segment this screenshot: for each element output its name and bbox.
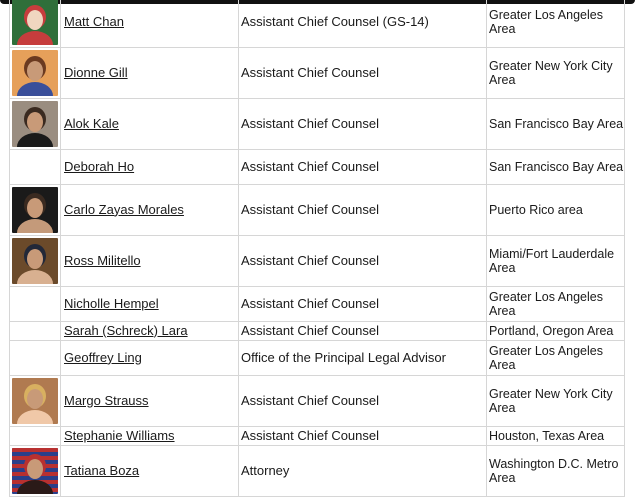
name-cell xyxy=(61,287,239,322)
photo-cell xyxy=(9,376,61,427)
job-title-cell: Assistant Chief Counsel xyxy=(239,322,487,341)
job-title-cell: Assistant Chief Counsel xyxy=(239,150,487,185)
person-name-link[interactable]: Nicholle Hempel xyxy=(64,295,159,311)
job-title-cell: Assistant Chief Counsel xyxy=(239,427,487,446)
person-name-link[interactable]: Matt Chan xyxy=(64,13,124,29)
job-title-cell: Assistant Chief Counsel xyxy=(239,376,487,427)
person-name-link[interactable]: Dionne Gill xyxy=(64,64,128,80)
location-cell: San Francisco Bay Area xyxy=(487,150,625,185)
name-cell xyxy=(61,236,239,287)
table-row xyxy=(9,322,625,341)
location-cell: Greater Los Angeles Area xyxy=(487,287,625,322)
location-cell: Greater New York City Area xyxy=(487,48,625,99)
person-name-link[interactable]: Sarah (Schreck) Lara xyxy=(64,322,188,338)
person-name-link[interactable]: Ross Militello xyxy=(64,252,141,268)
table-row xyxy=(9,150,625,185)
person-name-link[interactable]: Deborah Ho xyxy=(64,158,135,174)
profile-photo[interactable] xyxy=(12,50,58,96)
name-cell xyxy=(61,341,239,376)
location-cell: Greater New York City Area xyxy=(487,376,625,427)
photo-cell xyxy=(9,427,61,446)
name-cell xyxy=(61,376,239,427)
name-cell xyxy=(61,150,239,185)
location-cell: Houston, Texas Area xyxy=(487,427,625,446)
table-row xyxy=(9,48,625,99)
location-cell: Washington D.C. Metro Area xyxy=(487,446,625,497)
photo-cell xyxy=(9,48,61,99)
photo-cell xyxy=(9,287,61,322)
job-title-cell: Assistant Chief Counsel xyxy=(239,236,487,287)
profile-photo[interactable] xyxy=(12,378,58,424)
table-row xyxy=(9,427,625,446)
name-cell xyxy=(61,48,239,99)
table-row xyxy=(9,287,625,322)
job-title-cell: Assistant Chief Counsel xyxy=(239,185,487,236)
profile-photo[interactable] xyxy=(12,0,58,45)
location-cell: Greater Los Angeles Area xyxy=(487,341,625,376)
photo-cell xyxy=(9,150,61,185)
location-cell: Puerto Rico area xyxy=(487,185,625,236)
table-row xyxy=(9,446,625,497)
table-row xyxy=(9,376,625,427)
photo-cell xyxy=(9,236,61,287)
photo-cell xyxy=(9,185,61,236)
name-cell xyxy=(61,0,239,48)
location-cell: San Francisco Bay Area xyxy=(487,99,625,150)
photo-cell xyxy=(9,322,61,341)
job-title-cell: Office of the Principal Legal Advisor xyxy=(239,341,487,376)
photo-cell xyxy=(9,446,61,497)
people-table-body xyxy=(9,0,625,497)
profile-photo[interactable] xyxy=(12,101,58,147)
name-cell xyxy=(61,446,239,497)
person-name-link[interactable]: Stephanie Williams xyxy=(64,427,175,443)
name-cell xyxy=(61,322,239,341)
table-row xyxy=(9,99,625,150)
photo-cell xyxy=(9,0,61,48)
job-title-cell: Assistant Chief Counsel xyxy=(239,48,487,99)
name-cell xyxy=(61,427,239,446)
job-title-cell: Assistant Chief Counsel (GS-14) xyxy=(239,0,487,48)
location-cell: Portland, Oregon Area xyxy=(487,322,625,341)
person-name-link[interactable]: Tatiana Boza xyxy=(64,462,140,478)
person-name-link[interactable]: Margo Strauss xyxy=(64,392,149,408)
table-row xyxy=(9,341,625,376)
photo-cell xyxy=(9,99,61,150)
name-cell xyxy=(61,185,239,236)
table-row xyxy=(9,236,625,287)
job-title-cell: Attorney xyxy=(239,446,487,497)
name-cell xyxy=(61,99,239,150)
people-table xyxy=(9,0,625,497)
profile-photo[interactable] xyxy=(12,238,58,284)
location-cell: Greater Los Angeles Area xyxy=(487,0,625,48)
table-row xyxy=(9,185,625,236)
profile-photo[interactable] xyxy=(12,448,58,494)
job-title-cell: Assistant Chief Counsel xyxy=(239,287,487,322)
person-name-link[interactable]: Geoffrey Ling xyxy=(64,349,142,365)
job-title-cell: Assistant Chief Counsel xyxy=(239,99,487,150)
person-name-link[interactable]: Carlo Zayas Morales xyxy=(64,201,184,217)
location-cell: Miami/Fort Lauderdale Area xyxy=(487,236,625,287)
person-name-link[interactable]: Alok Kale xyxy=(64,115,119,131)
table-row xyxy=(9,0,625,48)
photo-cell xyxy=(9,341,61,376)
profile-photo[interactable] xyxy=(12,187,58,233)
